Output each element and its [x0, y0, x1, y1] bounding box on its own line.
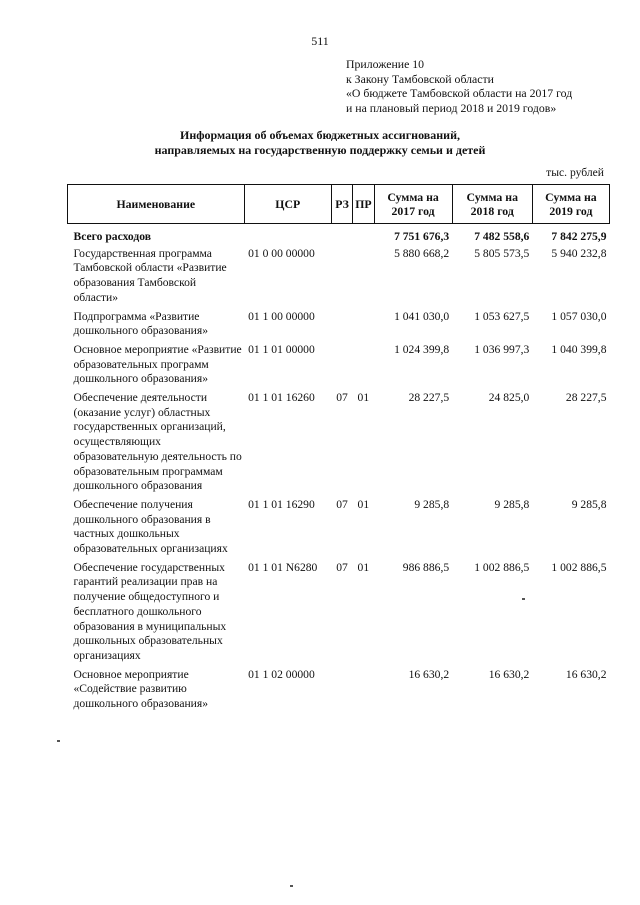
header-name: Наименование — [68, 185, 245, 224]
budget-table — [67, 184, 610, 716]
row-sum-2018: 1 053 627,5 — [474, 309, 530, 323]
row-pr — [353, 310, 374, 343]
table-header-row — [68, 185, 610, 224]
row-sum-2019: 1 040 399,8 — [551, 342, 607, 356]
row-rz: 07 — [336, 560, 348, 574]
row-name: Обеспечение деятельности (оказание услуг) областных государственных организаций, осуществляющих образовательную деятельность по образовательным программам дошкольного образования — [73, 391, 242, 493]
document-title-line: направляемых на государственную поддержку семьи и детей — [154, 143, 486, 157]
row-sum-2019: 16 630,2 — [565, 667, 607, 681]
row-name: Основное мероприятие «Развитие образовательных программ дошкольного образования» — [73, 342, 242, 386]
header-rz: РЗ — [331, 185, 352, 224]
row-rz — [331, 668, 352, 716]
header-pr: ПР — [353, 185, 374, 224]
annex-line: «О бюджете Тамбовской области на 2017 год — [346, 86, 573, 101]
table-row — [68, 498, 610, 561]
row-pr: 01 — [357, 391, 370, 405]
row-sum-2019: 1 002 886,5 — [551, 560, 607, 574]
row-sum-2018: 7 482 558,6 — [474, 230, 530, 243]
annex-line: к Закону Тамбовской области — [346, 71, 494, 86]
row-sum-2017: 986 886,5 — [402, 560, 450, 574]
row-sum-2019: 9 285,8 — [571, 497, 607, 511]
table-row — [68, 391, 610, 498]
document-title — [0, 128, 640, 158]
table-row — [68, 343, 610, 391]
row-sum-2017: 28 227,5 — [408, 391, 450, 405]
row-rz: 07 — [336, 497, 348, 511]
row-sum-2018: 5 805 573,5 — [474, 246, 530, 260]
table-row — [68, 247, 610, 310]
row-csr: 01 1 01 16260 — [248, 391, 315, 405]
row-csr: 01 1 00 00000 — [248, 309, 315, 323]
table-row — [68, 310, 610, 343]
row-pr — [353, 668, 374, 716]
row-sum-2018: 1 036 997,3 — [474, 342, 530, 356]
header-sum-2018: Сумма на 2018 год — [452, 185, 532, 224]
row-sum-2019: 7 842 275,9 — [551, 230, 607, 243]
document-title-line: Информация об объемах бюджетных ассигнований, — [179, 128, 461, 142]
row-sum-2019: 5 940 232,8 — [551, 246, 607, 260]
row-sum-2017: 5 880 668,2 — [394, 246, 450, 260]
row-sum-2018: 9 285,8 — [494, 497, 530, 511]
row-sum-2017: 7 751 676,3 — [394, 230, 450, 243]
annex-line: и на плановый период 2018 и 2019 годов» — [346, 100, 557, 115]
header-csr: ЦСР — [244, 185, 331, 224]
table-row-total — [68, 224, 610, 247]
row-pr — [353, 247, 374, 310]
page-number: 511 — [311, 34, 329, 48]
header-sum-2017: Сумма на 2017 год — [374, 185, 452, 224]
row-csr: 01 1 01 16290 — [248, 497, 315, 511]
row-name: Основное мероприятие «Содействие развитию дошкольного образования» — [73, 667, 208, 711]
annex-line: Приложение 10 — [346, 57, 425, 71]
scan-mark — [57, 740, 60, 742]
row-csr: 01 1 02 00000 — [248, 667, 315, 681]
scan-mark — [522, 598, 525, 600]
header-sum-2019: Сумма на 2019 год — [532, 185, 609, 224]
table-row — [68, 668, 610, 716]
row-sum-2017: 9 285,8 — [414, 497, 450, 511]
scan-mark — [290, 885, 293, 887]
row-name: Подпрограмма «Развитие дошкольного образования» — [73, 309, 208, 338]
table-row — [68, 561, 610, 668]
row-sum-2018: 24 825,0 — [488, 391, 530, 405]
row-csr — [244, 224, 331, 247]
row-rz — [331, 224, 352, 247]
row-name: Государственная программа Тамбовской области «Развитие образования Тамбовской области» — [73, 246, 227, 304]
row-name: Обеспечение получения дошкольного образования в частных дошкольных образовательных организациях — [73, 497, 228, 556]
row-rz — [331, 310, 352, 343]
row-sum-2019: 28 227,5 — [565, 391, 607, 405]
row-pr — [353, 343, 374, 391]
row-rz: 07 — [336, 391, 348, 405]
row-sum-2017: 16 630,2 — [408, 667, 450, 681]
row-csr: 01 1 01 N6280 — [248, 560, 318, 574]
annex-block — [346, 57, 572, 115]
row-sum-2017: 1 041 030,0 — [394, 309, 450, 323]
row-rz — [331, 247, 352, 310]
row-sum-2019: 1 057 030,0 — [551, 309, 607, 323]
row-pr: 01 — [357, 560, 370, 574]
row-sum-2018: 16 630,2 — [488, 667, 530, 681]
row-sum-2018: 1 002 886,5 — [474, 560, 530, 574]
row-pr: 01 — [357, 497, 370, 511]
row-name: Обеспечение государственных гарантий реализации прав на получение общедоступного и бесплатного дошкольного образования в муниципальных дошкольных образовательных организациях — [73, 560, 227, 662]
units-label: тыс. рублей — [546, 166, 604, 179]
row-csr: 01 0 00 00000 — [248, 246, 315, 260]
row-rz — [331, 343, 352, 391]
row-sum-2017: 1 024 399,8 — [394, 342, 450, 356]
row-csr: 01 1 01 00000 — [248, 342, 315, 356]
row-name: Всего расходов — [73, 230, 152, 243]
row-pr — [353, 224, 374, 247]
